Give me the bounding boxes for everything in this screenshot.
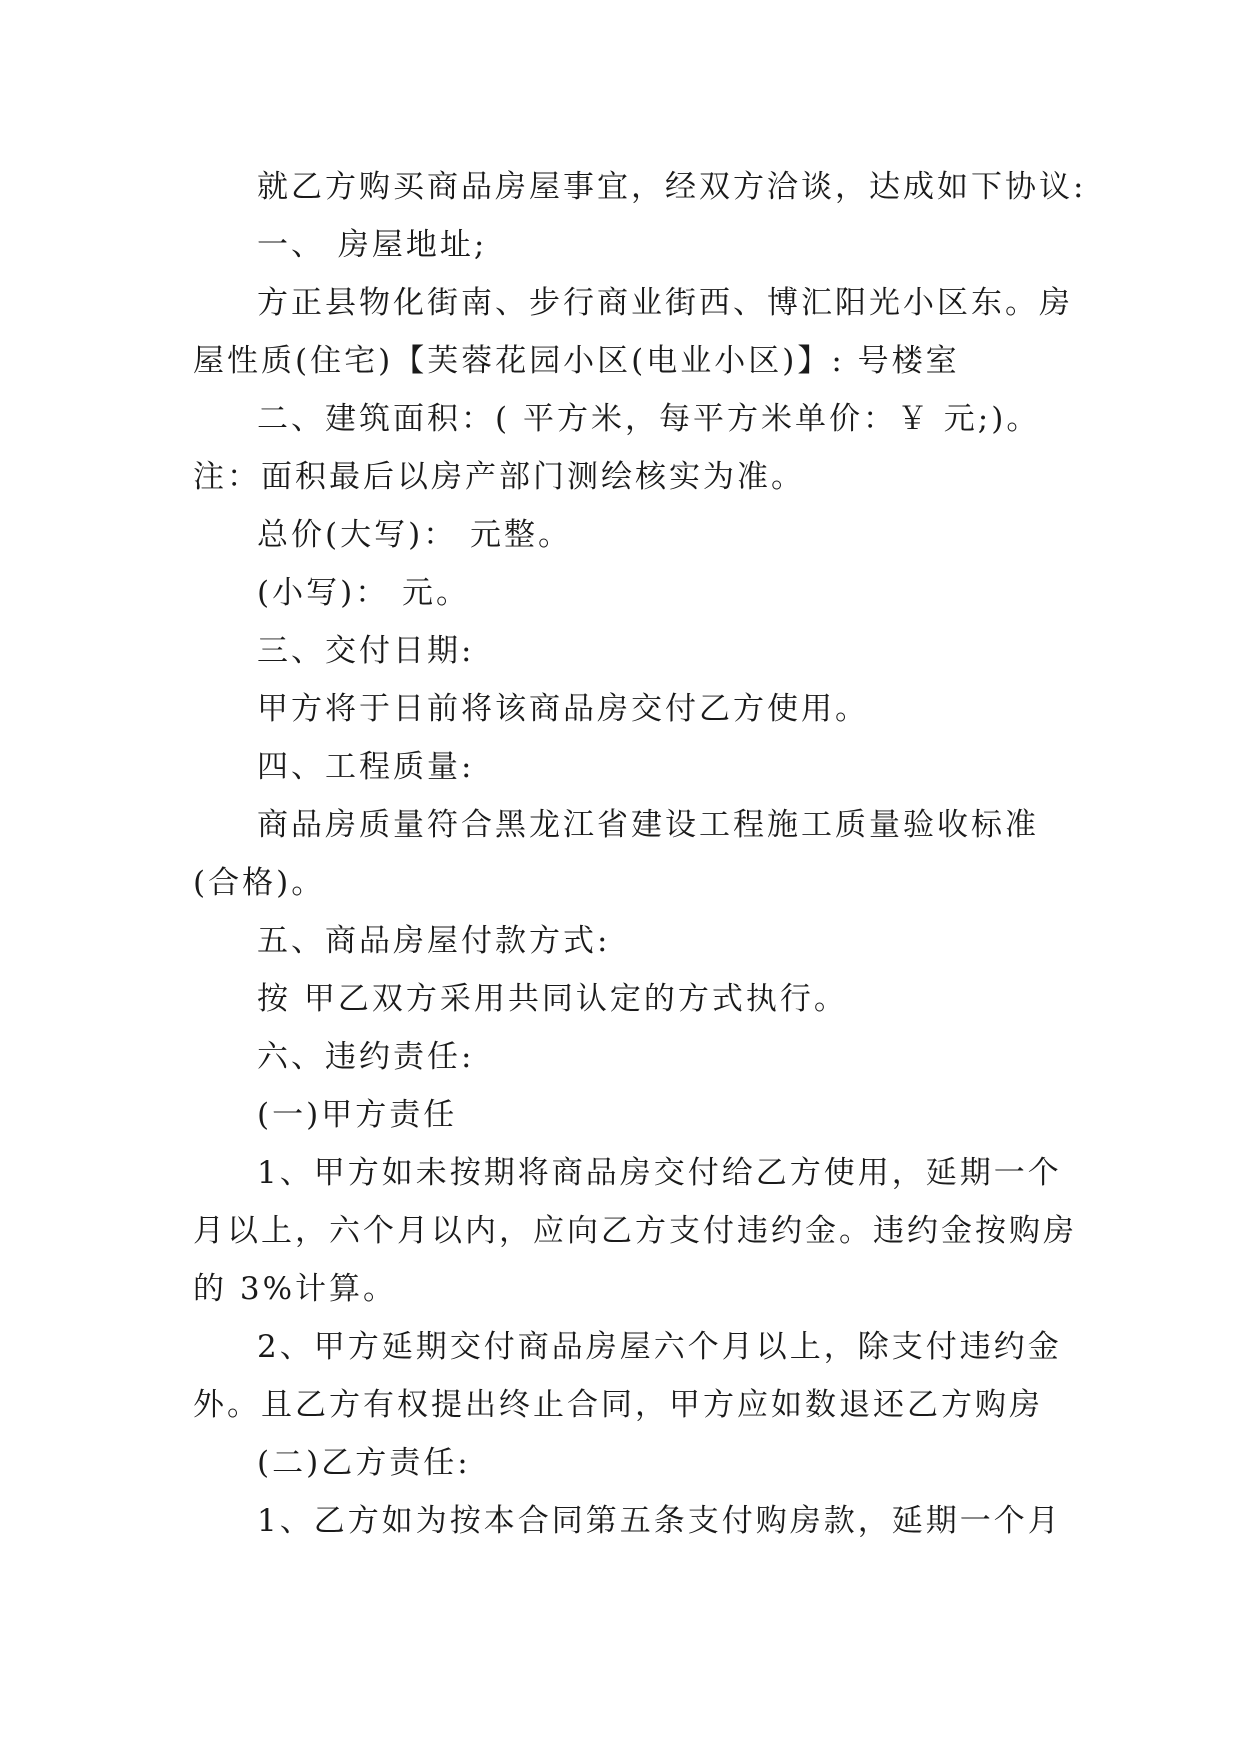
paragraph-party-a-2: 2、甲方延期交付商品房屋六个月以上，除支付违约金 (257, 1329, 1062, 1365)
paragraph-party-a-1-cont: 月以上，六个月以内，应向乙方支付违约金。违约金按购房 (193, 1213, 1077, 1249)
heading-house-address: 一、 房屋地址; (257, 227, 488, 263)
heading-liability: 六、违约责任: (257, 1039, 475, 1075)
paragraph-address: 方正县物化街南、步行商业街西、博汇阳光小区东。房 (257, 285, 1073, 321)
heading-delivery-date: 三、交付日期: (257, 633, 475, 669)
document-body (193, 158, 1087, 1550)
paragraph-party-a-1-end: 的 3%计算。 (193, 1271, 398, 1307)
paragraph-payment: 按 甲乙双方采用共同认定的方式执行。 (257, 981, 848, 1017)
heading-payment: 五、商品房屋付款方式: (257, 923, 611, 959)
paragraph-party-a-2-cont: 外。且乙方有权提出终止合同，甲方应如数退还乙方购房 (193, 1387, 1043, 1423)
paragraph-party-b-1: 1、乙方如为按本合同第五条支付购房款，延期一个月 (257, 1503, 1062, 1539)
paragraph-address-cont: 屋性质(住宅)【芙蓉花园小区(电业小区)】: 号楼室 (193, 343, 960, 379)
subheading-party-a: (一)甲方责任 (257, 1097, 458, 1133)
paragraph-total-price-lower: (小写)： 元。 (257, 575, 471, 611)
paragraph-area-note: 注：面积最后以房产部门测绘核实为准。 (193, 459, 805, 495)
paragraph-party-a-1: 1、甲方如未按期将商品房交付给乙方使用，延期一个 (257, 1155, 1062, 1191)
paragraph-quality: 商品房质量符合黑龙江省建设工程施工质量验收标准 (257, 807, 1039, 843)
paragraph-quality-cont: (合格)。 (193, 865, 326, 901)
subheading-party-b: (二)乙方责任: (257, 1445, 471, 1481)
paragraph-total-price-upper: 总价(大写)： 元整。 (257, 517, 573, 553)
paragraph-delivery: 甲方将于日前将该商品房交付乙方使用。 (257, 691, 869, 727)
paragraph-intro: 就乙方购买商品房屋事宜，经双方洽谈，达成如下协议: (257, 169, 1087, 205)
heading-building-area: 二、建筑面积：( 平方米，每平方米单价：￥ 元;)。 (257, 401, 1041, 437)
heading-quality: 四、工程质量: (257, 749, 475, 785)
